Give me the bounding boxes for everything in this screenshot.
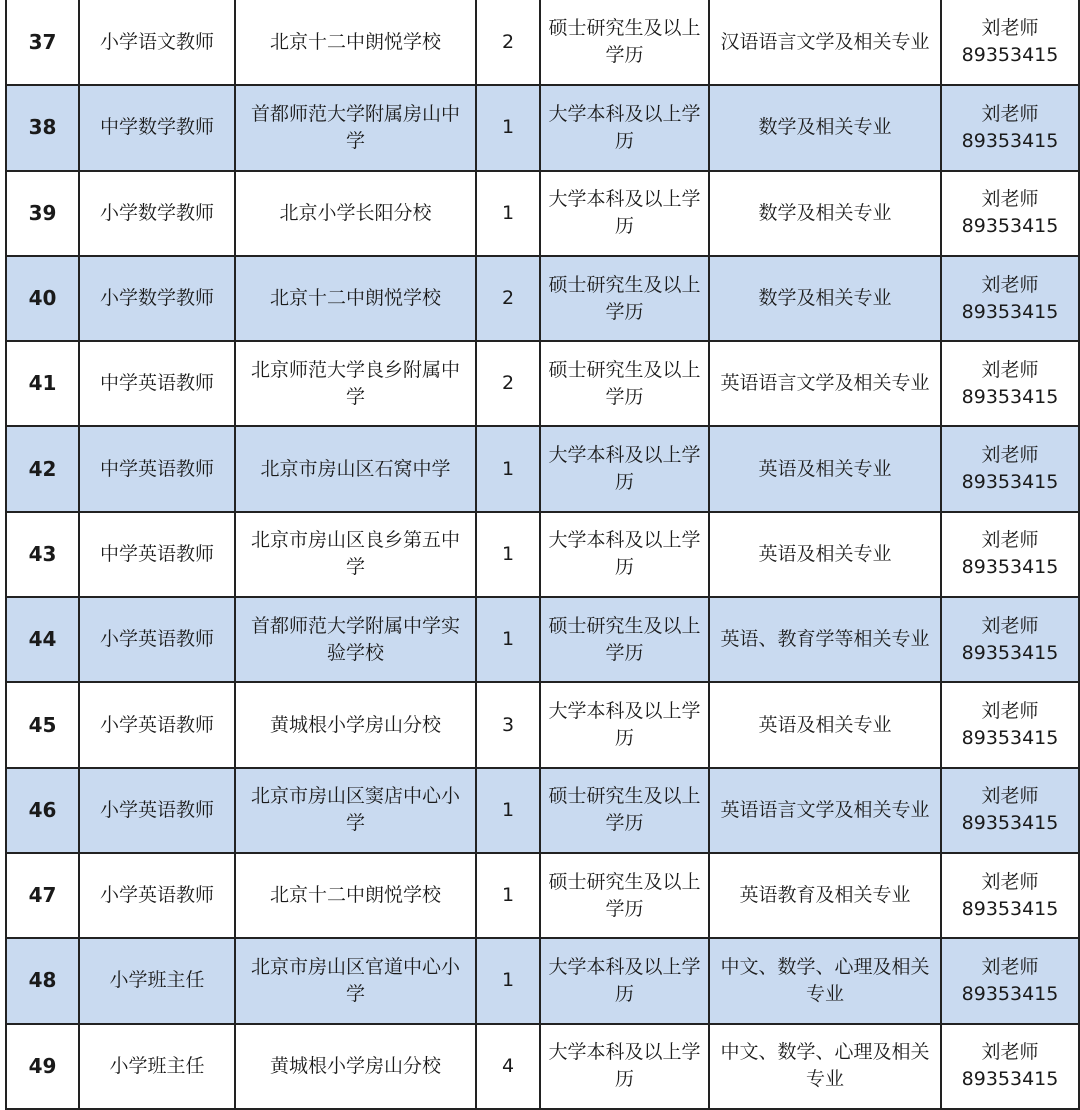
count-cell: 1 [476,426,540,511]
row-number: 42 [6,426,79,511]
table-row [6,256,1079,341]
row-number: 49 [6,1024,79,1109]
table-row [6,341,1079,426]
contact-cell: 刘老师 89353415 [941,938,1079,1023]
education-cell: 大学本科及以上学历 [540,512,709,597]
school-cell: 北京师范大学良乡附属中学 [235,341,476,426]
major-cell: 英语、教育学等相关专业 [709,597,941,682]
recruitment-table [5,0,1080,1110]
count-cell: 2 [476,256,540,341]
count-cell: 1 [476,85,540,170]
education-cell: 硕士研究生及以上学历 [540,768,709,853]
school-cell: 北京十二中朗悦学校 [235,256,476,341]
contact-cell: 刘老师 89353415 [941,171,1079,256]
table-row [6,1024,1079,1109]
contact-cell: 刘老师 89353415 [941,256,1079,341]
education-cell: 大学本科及以上学历 [540,85,709,170]
position-cell: 小学英语教师 [79,597,235,682]
contact-cell: 刘老师 89353415 [941,1024,1079,1109]
table-row [6,171,1079,256]
position-cell: 中学英语教师 [79,426,235,511]
contact-cell: 刘老师 89353415 [941,682,1079,767]
major-cell: 中文、数学、心理及相关专业 [709,1024,941,1109]
table-row [6,85,1079,170]
count-cell: 1 [476,171,540,256]
position-cell: 中学数学教师 [79,85,235,170]
major-cell: 数学及相关专业 [709,256,941,341]
position-cell: 中学英语教师 [79,512,235,597]
education-cell: 硕士研究生及以上学历 [540,0,709,85]
major-cell: 英语语言文学及相关专业 [709,341,941,426]
table-row [6,597,1079,682]
count-cell: 1 [476,938,540,1023]
count-cell: 2 [476,0,540,85]
school-cell: 北京十二中朗悦学校 [235,0,476,85]
position-cell: 小学英语教师 [79,768,235,853]
major-cell: 英语教育及相关专业 [709,853,941,938]
education-cell: 大学本科及以上学历 [540,1024,709,1109]
table-row [6,682,1079,767]
contact-cell: 刘老师 89353415 [941,0,1079,85]
row-number: 47 [6,853,79,938]
table-row [6,426,1079,511]
count-cell: 1 [476,597,540,682]
major-cell: 英语及相关专业 [709,682,941,767]
school-cell: 北京市房山区官道中心小学 [235,938,476,1023]
position-cell: 小学班主任 [79,1024,235,1109]
contact-cell: 刘老师 89353415 [941,85,1079,170]
position-cell: 小学数学教师 [79,171,235,256]
count-cell: 4 [476,1024,540,1109]
position-cell: 小学英语教师 [79,682,235,767]
row-number: 45 [6,682,79,767]
table-row [6,512,1079,597]
major-cell: 英语及相关专业 [709,512,941,597]
education-cell: 硕士研究生及以上学历 [540,853,709,938]
count-cell: 1 [476,853,540,938]
major-cell: 汉语语言文学及相关专业 [709,0,941,85]
row-number: 38 [6,85,79,170]
school-cell: 北京小学长阳分校 [235,171,476,256]
education-cell: 硕士研究生及以上学历 [540,597,709,682]
contact-cell: 刘老师 89353415 [941,597,1079,682]
row-number: 41 [6,341,79,426]
major-cell: 数学及相关专业 [709,85,941,170]
row-number: 46 [6,768,79,853]
school-cell: 首都师范大学附属房山中学 [235,85,476,170]
count-cell: 2 [476,341,540,426]
school-cell: 北京市房山区窦店中心小学 [235,768,476,853]
contact-cell: 刘老师 89353415 [941,768,1079,853]
school-cell: 北京市房山区良乡第五中学 [235,512,476,597]
table-row [6,853,1079,938]
contact-cell: 刘老师 89353415 [941,341,1079,426]
contact-cell: 刘老师 89353415 [941,512,1079,597]
position-cell: 小学语文教师 [79,0,235,85]
contact-cell: 刘老师 89353415 [941,426,1079,511]
school-cell: 黄城根小学房山分校 [235,682,476,767]
count-cell: 1 [476,768,540,853]
row-number: 48 [6,938,79,1023]
count-cell: 1 [476,512,540,597]
education-cell: 大学本科及以上学历 [540,938,709,1023]
major-cell: 英语及相关专业 [709,426,941,511]
position-cell: 中学英语教师 [79,341,235,426]
major-cell: 数学及相关专业 [709,171,941,256]
education-cell: 大学本科及以上学历 [540,682,709,767]
row-number: 40 [6,256,79,341]
position-cell: 小学数学教师 [79,256,235,341]
major-cell: 中文、数学、心理及相关专业 [709,938,941,1023]
education-cell: 大学本科及以上学历 [540,426,709,511]
contact-cell: 刘老师 89353415 [941,853,1079,938]
row-number: 39 [6,171,79,256]
row-number: 37 [6,0,79,85]
table-body [6,0,1079,1109]
row-number: 44 [6,597,79,682]
table-row [6,0,1079,85]
school-cell: 北京十二中朗悦学校 [235,853,476,938]
position-cell: 小学班主任 [79,938,235,1023]
school-cell: 北京市房山区石窝中学 [235,426,476,511]
table-row [6,768,1079,853]
school-cell: 黄城根小学房山分校 [235,1024,476,1109]
education-cell: 硕士研究生及以上学历 [540,256,709,341]
major-cell: 英语语言文学及相关专业 [709,768,941,853]
education-cell: 硕士研究生及以上学历 [540,341,709,426]
row-number: 43 [6,512,79,597]
table-row [6,938,1079,1023]
position-cell: 小学英语教师 [79,853,235,938]
count-cell: 3 [476,682,540,767]
education-cell: 大学本科及以上学历 [540,171,709,256]
school-cell: 首都师范大学附属中学实验学校 [235,597,476,682]
